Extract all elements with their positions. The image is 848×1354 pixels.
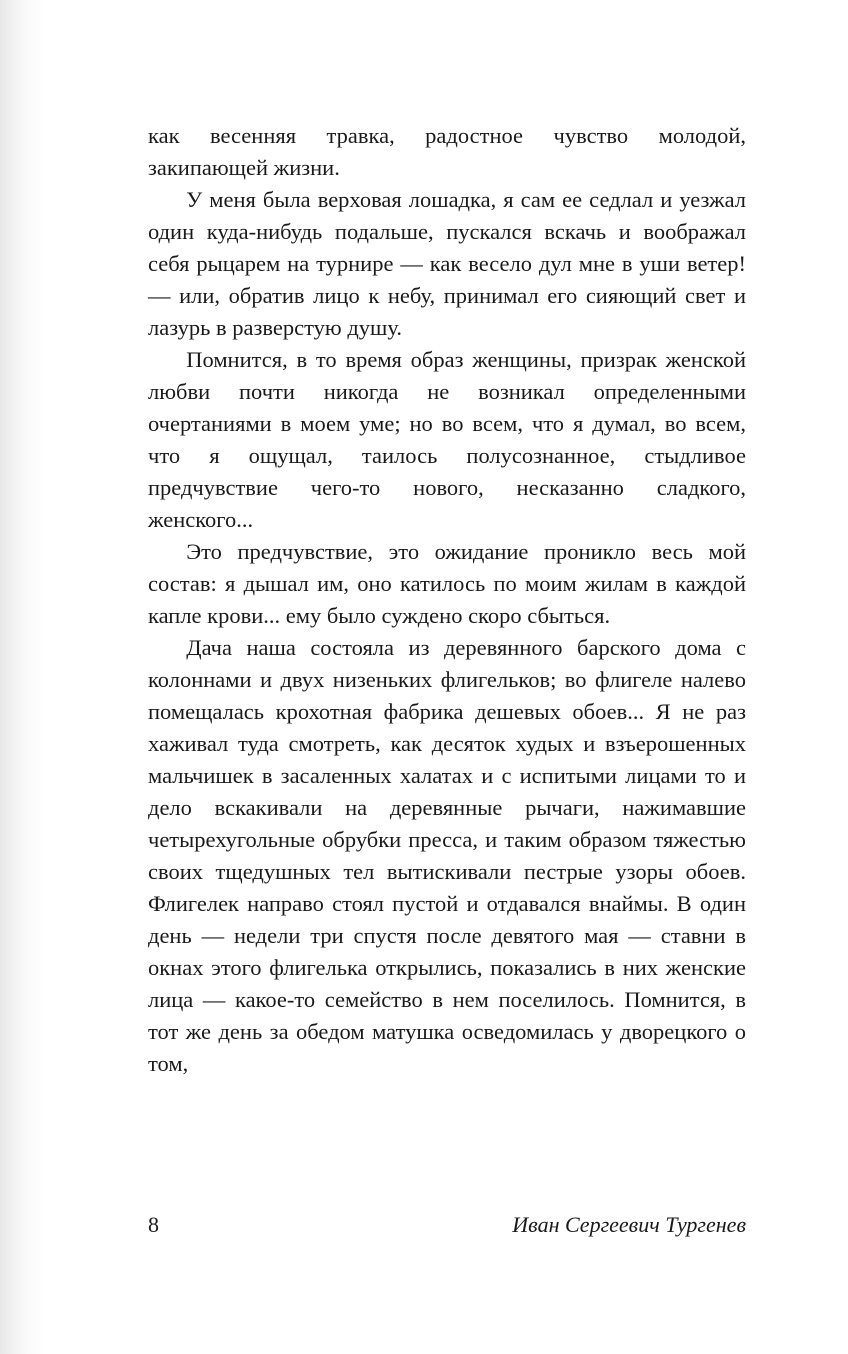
paragraph: как весенняя травка, радостное чувство молодой, закипающей жизни. <box>148 123 746 180</box>
page-text <box>148 120 746 1080</box>
paragraph: Помнится, в то время образ женщины, призрак женской любви почти никогда не возникал определенными очертаниями в моем уме; но во всем, что я думал, во всем, что я ощущал, таилось полусознанное, стыдливое предчувствие чего-то нового, несказанно сладкого, женского... <box>148 347 746 532</box>
paragraph: Это предчувствие, это ожидание проникло весь мой состав: я дышал им, оно катилось по моим жилам в каждой капле крови... ему было суждено скоро сбыться. <box>148 539 746 628</box>
page-edge-shading <box>0 0 48 1354</box>
paragraph: Дача наша состояла из деревянного барского дома с колоннами и двух низеньких флигельков; во флигеле налево помещалась крохотная фабрика дешевых обоев... Я не раз хаживал туда смотреть, как десяток худых и взъерошенных мальчишек в засаленных халатах и с испитыми лицами то и дело вскакивали на деревянные рычаги, нажимавшие четырехугольные обрубки пресса, и таким образом тяжестью своих тщедушных тел вытискивали пестрые узоры обоев. Флигелек направо стоял пустой и отдавался внаймы. В один день — недели три спустя после девятого мая — ставни в окнах этого флигелька открылись, показались в них женские лица — какое-то семейство в нем поселилось. Помнится, в тот же день за обедом матушка осведомилась у дворецкого о том, <box>148 635 746 1076</box>
author-name: Иван Сергеевич Тургенев <box>512 1212 746 1237</box>
page-number: 8 <box>148 1212 159 1237</box>
paragraph: У меня была верховая лошадка, я сам ее седлал и уезжал один куда-нибудь подальше, пускался вскачь и воображал себя рыцарем на турнире — как весело дул мне в уши ветер! — или, обратив лицо к небу, принимал его сияющий свет и лазурь в разверстую душу. <box>148 187 746 340</box>
page-footer <box>148 1212 746 1238</box>
